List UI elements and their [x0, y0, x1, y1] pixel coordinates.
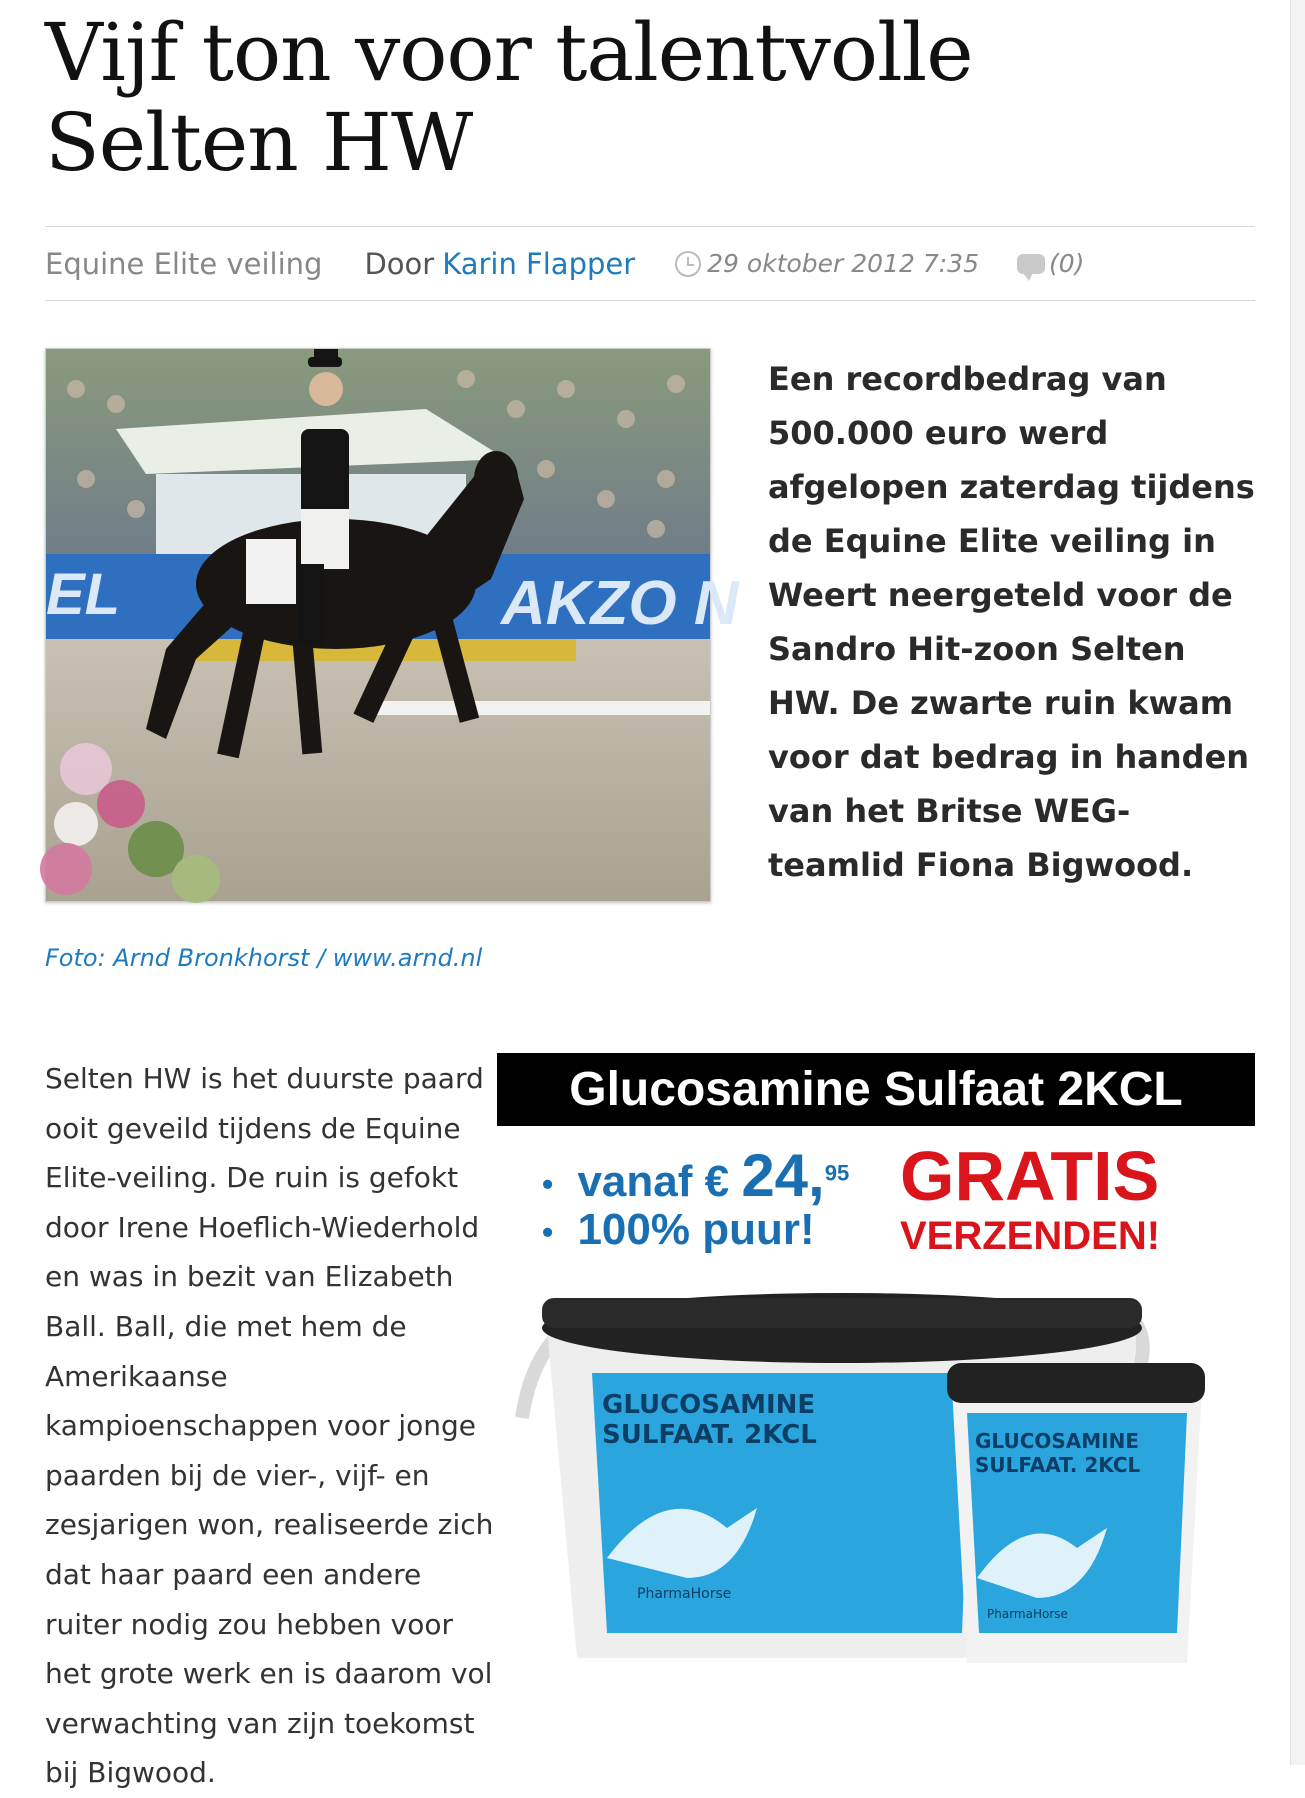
- dressage-horse-photo: [46, 349, 739, 901]
- photo-credit[interactable]: Foto: Arnd Bronkhorst / www.arnd.nl: [45, 944, 483, 972]
- category-label[interactable]: Equine Elite veiling: [45, 246, 323, 281]
- small-tub-brand: PharmaHorse: [987, 1607, 1068, 1621]
- byline-prefix: Door: [364, 246, 435, 281]
- article-lead: Een recordbedrag van 500.000 euro werd afgelopen zaterdag tijdens de Equine Elite veiling in Weert neergeteld voor de Sandro Hit-zoon Selten HW. De zwarte ruin kwam voor dat bedrag in handen van het Britse WEG-teamlid Fiona Bigwood.: [768, 360, 1255, 884]
- ad-shipping-label: VERZENDEN!: [900, 1214, 1161, 1258]
- article-photo: [45, 348, 739, 902]
- comment-count[interactable]: (0): [1048, 249, 1085, 278]
- large-tub-label-line1: GLUCOSAMINE: [602, 1390, 816, 1420]
- ad-bullet: •: [542, 1165, 554, 1202]
- clock-icon: [675, 251, 701, 277]
- article-title: Vijf ton voor talentvolle Selten HW: [45, 6, 973, 189]
- ad-free-label: GRATIS: [900, 1137, 1160, 1215]
- small-tub-label-line2: SULFAAT. 2KCL: [975, 1453, 1141, 1477]
- ad-price: 24,: [741, 1142, 825, 1209]
- ad-price-prefix: vanaf €: [577, 1157, 730, 1206]
- comment-icon[interactable]: [1017, 254, 1045, 274]
- product-tubs-image: [497, 1278, 1255, 1678]
- ad-price-cents: 95: [824, 1160, 850, 1186]
- advertisement-banner[interactable]: [497, 1053, 1255, 1685]
- small-tub-label-line1: GLUCOSAMINE: [975, 1429, 1139, 1453]
- ad-bullet: •: [542, 1213, 554, 1250]
- ad-headline: Glucosamine Sulfaat 2KCL: [497, 1053, 1255, 1126]
- banner-text: AKZO N: [501, 569, 739, 638]
- article-meta-bar: [45, 226, 1255, 301]
- ad-price-line: [542, 1141, 849, 1210]
- page-scrollbar-rail: [1290, 0, 1305, 1765]
- author-link[interactable]: Karin Flapper: [442, 246, 636, 281]
- large-tub-label-line2: SULFAAT. 2KCL: [602, 1420, 817, 1450]
- ad-purity-line: [542, 1205, 815, 1255]
- publish-date: 29 oktober 2012 7:35: [707, 249, 979, 278]
- article-body: Selten HW is het duurste paard ooit geveild tijdens de Equine Elite-veiling. De ruin is gefokt door Irene Hoeflich-Wiederhold en was in bezit van Elizabeth Ball. Ball, die met hem de Amerikaanse kampioenschappen voor jonge paarden bij de vier-, vijf- en zesjarigen won, realiseerde zich dat haar paard een andere ruiter nodig zou hebben voor het grote werk en is daarom vol verwachting van zijn toekomst bij Bigwood.: [45, 1062, 494, 1790]
- ad-purity-text: 100% puur!: [577, 1205, 815, 1254]
- banner-text-left: EL: [46, 562, 121, 627]
- large-tub-brand: PharmaHorse: [637, 1586, 732, 1602]
